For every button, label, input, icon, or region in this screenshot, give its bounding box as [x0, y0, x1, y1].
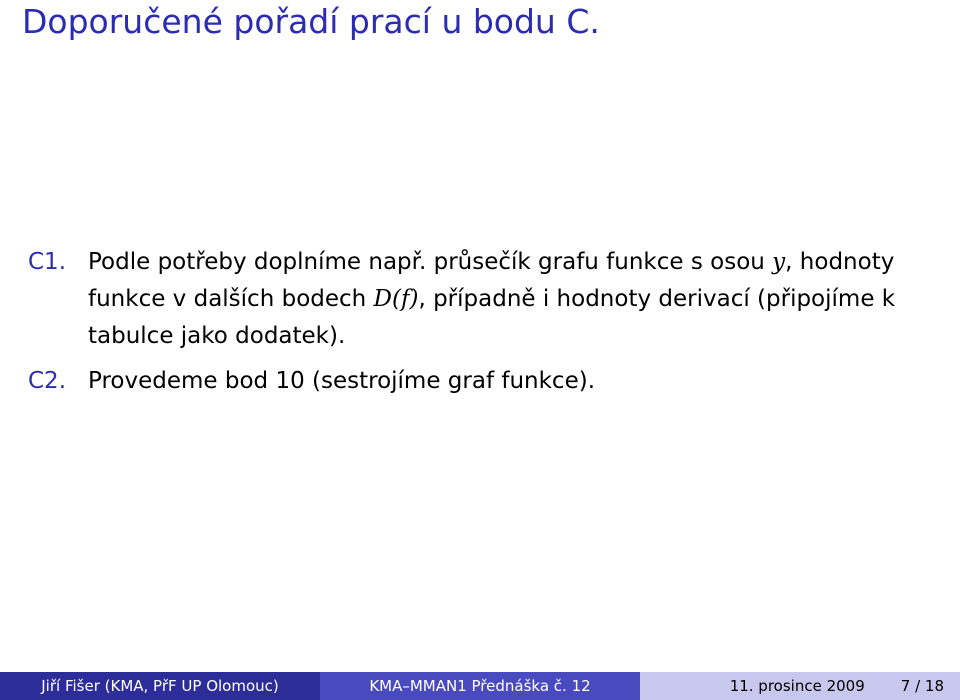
item-label-c1: C1.: [28, 249, 67, 275]
list-item-c1: [28, 244, 948, 355]
math-y: y: [772, 249, 786, 275]
footer-author-text: Jiří Fišer (KMA, PřF UP Olomouc): [41, 677, 279, 695]
item-text-c1-part3: , případně i hodnoty derivací (připojíme k tabulce jako dodatek).: [88, 286, 896, 349]
footer-bar: [0, 672, 960, 700]
item-text-c1-part2: , hodnoty funkce v dalších bodech: [88, 249, 895, 312]
item-text-c1-part1: Podle potřeby doplníme např. průsečík grafu funkce s osou: [88, 249, 773, 275]
footer-course-text: KMA–MMAN1 Přednáška č. 12: [369, 677, 591, 695]
footer-course: [320, 672, 640, 700]
item-text-c1: [88, 244, 948, 355]
slide-content: [28, 244, 948, 408]
footer-info: [640, 672, 960, 700]
footer-author: [0, 672, 320, 700]
list-item-c2: [28, 363, 948, 400]
footer-date: 11. prosince 2009: [729, 677, 865, 695]
slide-title: Doporučené pořadí prací u bodu C.: [22, 2, 600, 41]
math-domain: D(f): [373, 286, 419, 312]
page-number: 7 / 18: [900, 677, 944, 695]
item-text-c2: Provedeme bod 10 (sestrojíme graf funkce).: [88, 368, 596, 394]
item-label-c2: C2.: [28, 368, 67, 394]
